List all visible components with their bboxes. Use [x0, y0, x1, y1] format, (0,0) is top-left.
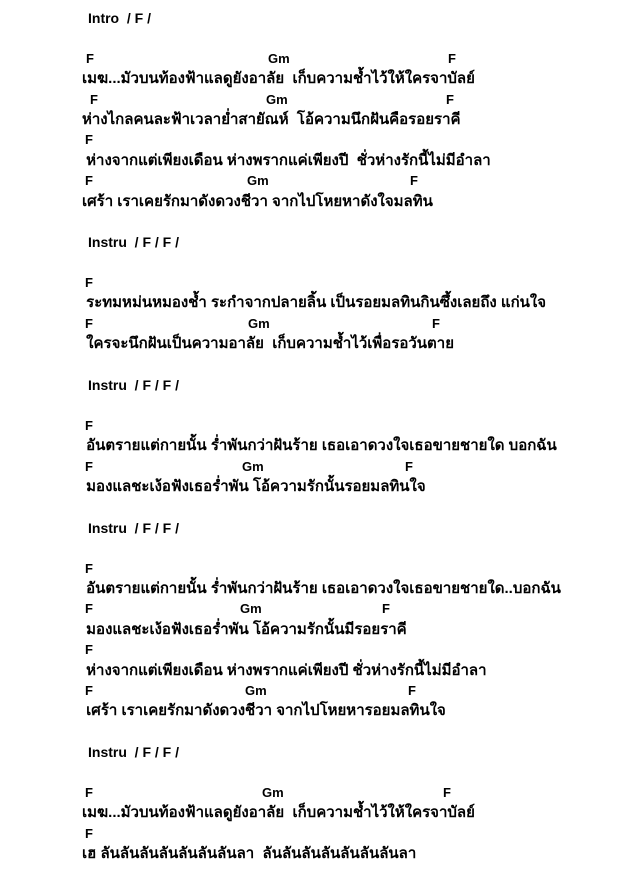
blank-line: [0, 497, 620, 517]
lyric-line: ห่างจากแต่เพียงเดือน ห่างพรากแค่เพียงปี ชั่วห่างรักนี้ไม่มีอำลา: [82, 661, 487, 679]
chord-line: [0, 783, 620, 803]
chord-line: [0, 49, 620, 69]
lyric-line: เมฆ...มัวบนท้องฟ้าแลดูยังอาลัย เก็บความช้ำไว้ให้ใครจาบัลย์: [82, 804, 475, 822]
lyric-line: เฮ ลันลันลันลันลันลันลันลา ลันลันลันลันลันลันลันลา: [82, 845, 417, 863]
chord-symbol: F: [85, 173, 93, 189]
lyric-line: อันตรายแต่กายนั้น ร่ำพันกว่าฝันร้าย เธอเอาดวงใจเธอขายชายใด บอกฉัน: [82, 437, 557, 455]
chord-symbol: F: [448, 50, 456, 66]
chord-symbol: F: [85, 417, 93, 433]
chord-line: [0, 824, 620, 844]
section-header: Instru / F / F /: [88, 234, 179, 251]
chord-line: [0, 457, 620, 477]
blank-line: [0, 722, 620, 742]
chord-symbol: F: [85, 642, 93, 658]
lyric-line: อันตรายแต่กายนั้น ร่ำพันกว่าฝันร้าย เธอเอาดวงใจเธอขายชายใด..บอกฉัน: [82, 579, 561, 597]
blank-line: [0, 538, 620, 558]
lyric-line: ใครจะนึกฝันเป็นความอาลัย เก็บความช้ำไว้เพื่อรอวันตาย: [82, 335, 455, 353]
lyric-line: ห่างจากแต่เพียงเดือน ห่างพรากแค่เพียงปี ชั่วห่างรักนี้ไม่มีอำลา: [82, 151, 491, 169]
blank-line: [0, 253, 620, 273]
chord-symbol: F: [86, 50, 94, 66]
chord-line: [0, 599, 620, 619]
chord-symbol: F: [85, 275, 93, 291]
chord-symbol: F: [85, 132, 93, 148]
blank-line: [0, 212, 620, 232]
chord-symbol: F: [85, 784, 93, 800]
lyric-line: เศร้า เราเคยรักมาดังดวงชีวา จากไปโหยหาดังใจมลทิน: [82, 192, 433, 210]
chord-line: [0, 314, 620, 334]
chord-symbol: F: [443, 784, 451, 800]
chord-symbol: F: [85, 682, 93, 698]
chord-symbol: Gm: [247, 173, 269, 189]
chord-symbol: F: [85, 825, 93, 841]
chord-line: [0, 416, 620, 436]
chord-symbol: Gm: [266, 91, 288, 107]
lyric-line: เศร้า เราเคยรักมาดังดวงชีวา จากไปโหยหารอยมลทินใจ: [82, 702, 446, 720]
lyric-line: มองแลชะเง้อฟังเธอร่ำพัน โอ้ความรักนั้นมีรอยราคี: [82, 620, 407, 638]
chord-line: [0, 90, 620, 110]
chord-symbol: F: [408, 682, 416, 698]
lyric-line: ระทมหม่นหมองช้ำ ระกำจากปลายลิ้น เป็นรอยมลทินกินซึ้งเลยถึง แก่นใจ: [82, 294, 547, 312]
blank-line: [0, 355, 620, 375]
blank-line: [0, 762, 620, 782]
chord-line: [0, 130, 620, 150]
section-header: Intro / F /: [88, 10, 151, 26]
lyric-line: ห่างไกลคนละฟ้าเวลาย่ำสายัณห์ โอ้ความนึกฝันคือรอยราคี: [82, 110, 461, 128]
chord-line: [0, 273, 620, 293]
section-header: Instru / F / F /: [88, 377, 179, 394]
chord-symbol: F: [85, 560, 93, 576]
chord-symbol: Gm: [240, 601, 262, 617]
chord-symbol: F: [410, 173, 418, 189]
chord-symbol: F: [432, 315, 440, 331]
lyric-line: เมฆ...มัวบนท้องฟ้าแลดูยังอาลัย เก็บความช้ำไว้ให้ใครจาบัลย์: [82, 70, 475, 88]
section-header: Instru / F / F /: [88, 744, 179, 761]
section-header: Instru / F / F /: [88, 519, 179, 536]
chord-symbol: Gm: [245, 682, 267, 698]
chord-symbol: F: [446, 91, 454, 107]
chord-symbol: F: [382, 601, 390, 617]
lyric-line: มองแลชะเง้อฟังเธอร่ำพัน โอ้ความรักนั้นรอยมลทินใจ: [82, 477, 426, 495]
chord-line: [0, 171, 620, 191]
chord-symbol: F: [85, 315, 93, 331]
chord-symbol: F: [85, 601, 93, 617]
chord-line: [0, 640, 620, 660]
chord-symbol: Gm: [262, 784, 284, 800]
chord-symbol: F: [85, 458, 93, 474]
chord-symbol: Gm: [268, 50, 290, 66]
blank-line: [0, 395, 620, 415]
chord-symbol: F: [405, 458, 413, 474]
chord-line: [0, 559, 620, 579]
chord-line: [0, 681, 620, 701]
chord-symbol: F: [90, 91, 98, 107]
blank-line: [0, 28, 620, 48]
chord-symbol: Gm: [248, 315, 270, 331]
chord-symbol: Gm: [242, 458, 264, 474]
